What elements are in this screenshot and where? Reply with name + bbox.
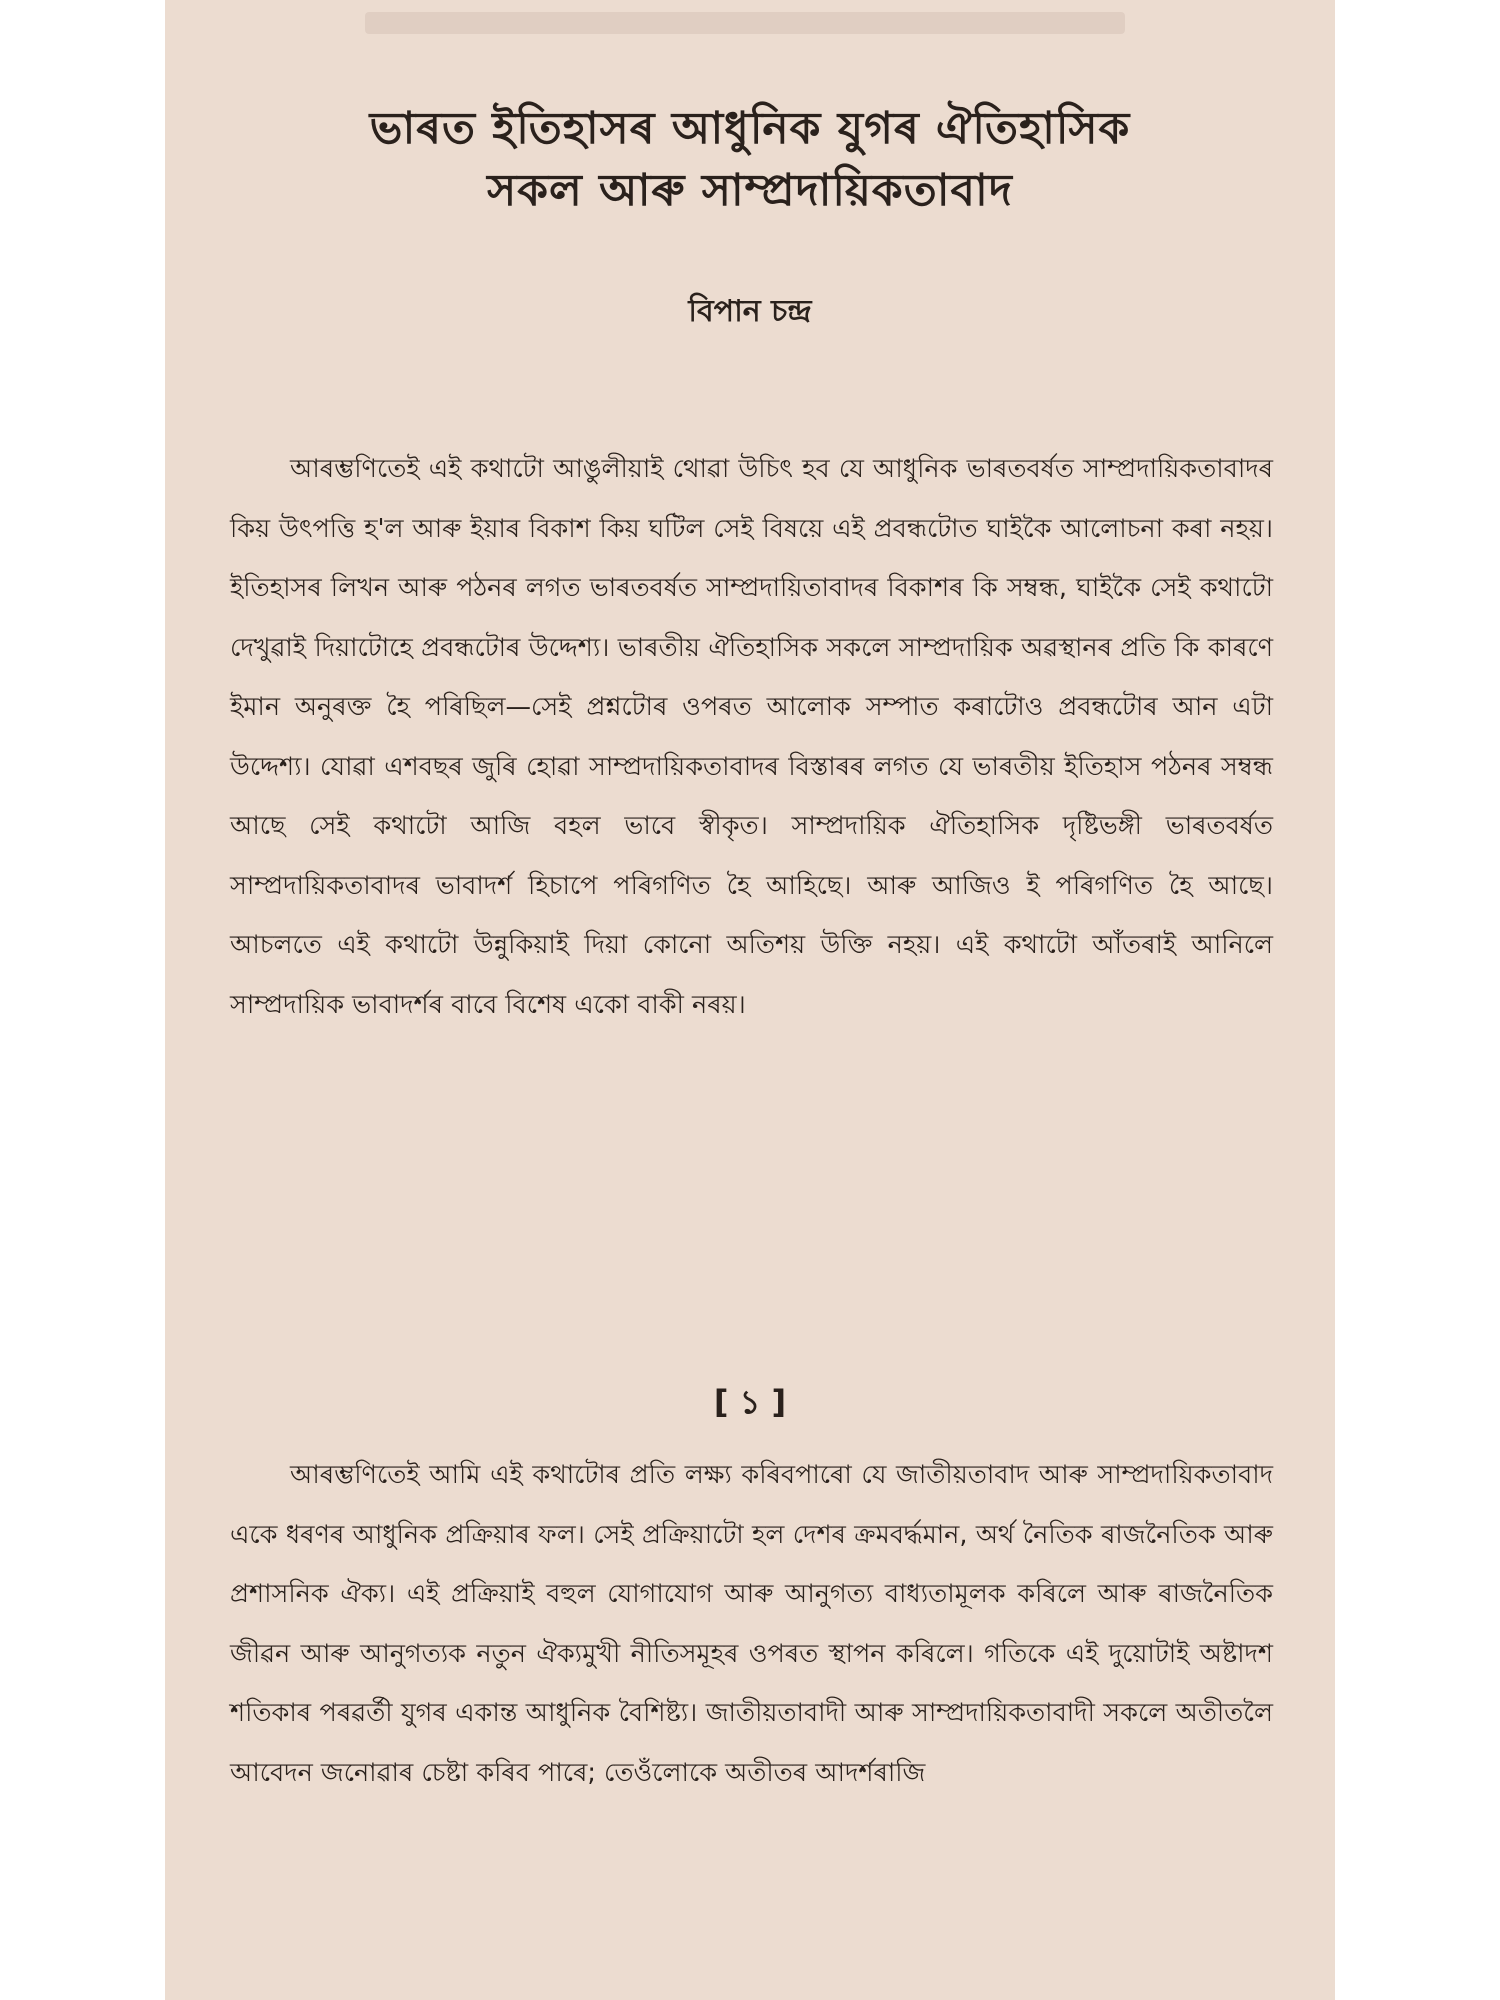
article-title [205,98,1295,222]
body-paragraph-1: আৰম্ভণিতেই এই কথাটো আঙুলীয়াই থোৱা উচিৎ হব যে আধুনিক ভাৰতবৰ্ষত সাম্প্ৰদায়িকতাবাদৰ কিয় উৎপত্তি হ'ল আৰু ইয়াৰ বিকাশ কিয় ঘটিল সেই বিষয়ে এই প্ৰবন্ধটোত ঘাইকৈ আলোচনা কৰা নহয়। ইতিহাসৰ লিখন আৰু পঠনৰ লগত ভাৰতবৰ্ষত সাম্প্ৰদায়িতাবাদৰ বিকাশৰ কি সম্বন্ধ, ঘাইকৈ সেই কথাটো দেখুৱাই দিয়াটোহে প্ৰবন্ধটোৰ উদ্দেশ্য। ভাৰতীয় ঐতিহাসিক সকলে সাম্প্ৰদায়িক অৱস্থানৰ প্ৰতি কি কাৰণে ইমান অনুৰক্ত হৈ পৰিছিল—সেই প্ৰশ্নটোৰ ওপৰত আলোক সম্পাত কৰাটোও প্ৰবন্ধটোৰ আন এটা উদ্দেশ্য। যোৱা এশবছৰ জুৰি হোৱা সাম্প্ৰদায়িকতাবাদৰ বিস্তাৰৰ লগত যে ভাৰতীয় ইতিহাস পঠনৰ সম্বন্ধ আছে সেই কথাটো আজি বহল ভাবে স্বীকৃত। সাম্প্ৰদায়িক ঐতিহাসিক দৃষ্টিভঙ্গী ভাৰতবৰ্ষত সাম্প্ৰদায়িকতাবাদৰ ভাবাদৰ্শ হিচাপে পৰিগণিত হৈ আহিছে। আৰু আজিও ই পৰিগণিত হৈ আছে। আচলতে এই কথাটো উন্নুকিয়াই দিয়া কোনো অতিশয় উক্তি নহয়। এই কথাটো আঁতৰাই আনিলে সাম্প্ৰদায়িক ভাবাদৰ্শৰ বাবে বিশেষ একো বাকী নৰয়। [230,454,1273,1020]
title-line-2: সকল আৰু সাম্প্ৰদায়িকতাবাদ [487,165,1013,216]
book-page [165,0,1335,2000]
title-line-1: ভাৰত ইতিহাসৰ আধুনিক যুগৰ ঐতিহাসিক [369,103,1131,154]
body-paragraph-2: আৰম্ভণিতেই আমি এই কথাটোৰ প্ৰতি লক্ষ্য কৰিবপাৰো যে জাতীয়তাবাদ আৰু সাম্প্ৰদায়িকতাবাদ একে ধৰণৰ আধুনিক প্ৰক্ৰিয়াৰ ফল। সেই প্ৰক্ৰিয়াটো হল দেশৰ ক্ৰমবৰ্দ্ধমান, অৰ্থ নৈতিক ৰাজনৈতিক আৰু প্ৰশাসনিক ঐক্য। এই প্ৰক্ৰিয়াই বহুল যোগাযোগ আৰু আনুগত্য বাধ্যতামূলক কৰিলে আৰু ৰাজনৈতিক জীৱন আৰু আনুগত্যক নতুন ঐক্যমুখী নীতিসমূহৰ ওপৰত স্থাপন কৰিলে। গতিকে এই দুয়োটাই অষ্টাদশ শতিকাৰ পৰৱৰ্তী যুগৰ একান্ত আধুনিক বৈশিষ্ট্য। জাতীয়তাবাদী আৰু সাম্প্ৰদায়িকতাবাদী সকলে অতীতলৈ আবেদন জনোৱাৰ চেষ্টা কৰিব পাৰে; তেওঁলোকে অতীতৰ আদৰ্শৰাজি [230,1460,1273,1788]
bleed-through-header [365,12,1125,34]
section-number: [ ১ ] [713,1383,787,1421]
author-name: বিপান চন্দ্ৰ [688,294,812,329]
